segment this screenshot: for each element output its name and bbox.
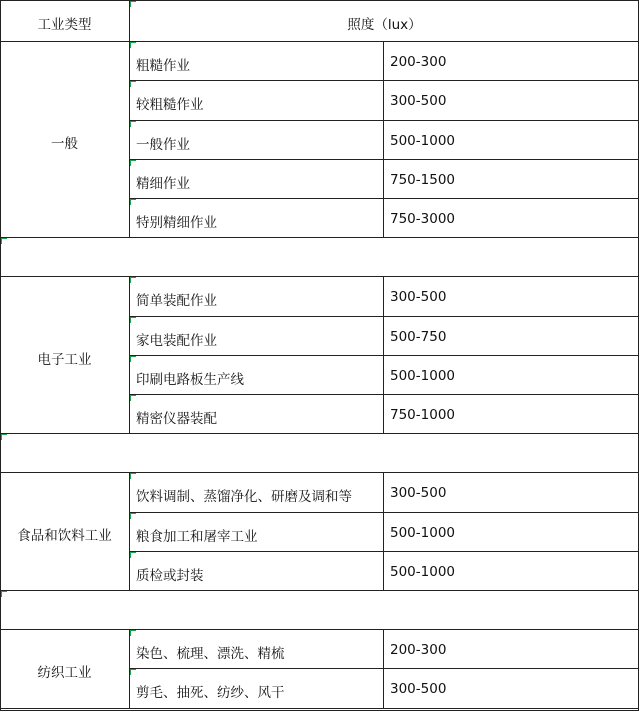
task-cell: 较粗糙作业 xyxy=(136,97,204,113)
grid-line xyxy=(0,629,638,630)
grid-line xyxy=(129,120,638,121)
cell-corner-marker xyxy=(130,395,136,401)
grid-line xyxy=(0,41,638,42)
cell-corner-marker xyxy=(1,238,7,244)
cell-corner-marker xyxy=(130,199,136,205)
lux-cell: 750-1500 xyxy=(390,172,455,188)
cell-corner-marker xyxy=(130,121,136,127)
group-name: 食品和饮料工业 xyxy=(17,528,112,544)
grid-line xyxy=(0,433,638,434)
header-illuminance: 照度（lux） xyxy=(347,17,422,33)
cell-corner-marker xyxy=(130,356,136,362)
grid-line xyxy=(129,512,638,513)
grid-line xyxy=(129,159,638,160)
grid-line xyxy=(0,276,638,277)
lux-cell: 750-3000 xyxy=(390,211,455,227)
task-cell: 染色、梳理、漂洗、精梳 xyxy=(136,646,285,662)
lux-cell: 300-500 xyxy=(390,681,447,697)
grid-line xyxy=(129,472,130,590)
task-cell: 精密仪器装配 xyxy=(136,411,217,427)
lux-cell: 300-500 xyxy=(390,93,447,109)
lux-cell: 500-1000 xyxy=(390,564,455,580)
group-name: 电子工业 xyxy=(37,352,92,368)
grid-line xyxy=(129,316,638,317)
cell-corner-marker xyxy=(130,513,136,519)
grid-line xyxy=(129,198,638,199)
cell-corner-marker xyxy=(130,473,136,479)
cell-corner-marker xyxy=(130,160,136,166)
grid-line xyxy=(129,394,638,395)
grid-line xyxy=(129,80,638,81)
group-name: 一般 xyxy=(51,136,78,152)
lux-cell: 300-500 xyxy=(390,485,447,501)
task-cell: 粗糙作业 xyxy=(136,58,190,74)
lux-cell: 500-750 xyxy=(390,329,447,345)
cell-corner-marker xyxy=(130,552,136,558)
grid-line xyxy=(0,237,638,238)
task-cell: 质检或封装 xyxy=(136,568,204,584)
header-industry-type: 工业类型 xyxy=(37,17,92,33)
task-cell: 简单装配作业 xyxy=(136,293,217,309)
lux-cell: 500-1000 xyxy=(390,368,455,384)
lux-cell: 300-500 xyxy=(390,289,447,305)
task-cell: 一般作业 xyxy=(136,137,190,153)
task-cell: 家电装配作业 xyxy=(136,333,217,349)
cell-corner-marker xyxy=(130,317,136,323)
cell-corner-marker xyxy=(130,669,136,675)
lux-cell: 500-1000 xyxy=(390,133,455,149)
cell-corner-marker xyxy=(130,630,136,636)
cell-corner-marker xyxy=(1,591,7,597)
grid-line xyxy=(129,355,638,356)
grid-line xyxy=(129,551,638,552)
lux-cell: 200-300 xyxy=(390,642,447,658)
cell-corner-marker xyxy=(130,1,136,7)
lux-cell: 200-300 xyxy=(390,54,447,70)
cell-corner-marker xyxy=(130,277,136,283)
cell-corner-marker xyxy=(130,42,136,48)
grid-line xyxy=(0,0,638,1)
task-cell: 饮料调制、蒸馏净化、研磨及调和等 xyxy=(136,489,352,505)
cell-corner-marker xyxy=(1,434,7,440)
grid-line xyxy=(129,41,130,237)
task-cell: 粮食加工和屠宰工业 xyxy=(136,529,258,545)
grid-line xyxy=(383,472,384,590)
lux-cell: 500-1000 xyxy=(390,525,455,541)
task-cell: 精细作业 xyxy=(136,176,190,192)
group-name: 纺织工业 xyxy=(37,665,92,681)
grid-line xyxy=(383,41,384,237)
lux-cell: 750-1000 xyxy=(390,407,455,423)
cell-corner-marker xyxy=(130,81,136,87)
grid-line xyxy=(0,708,638,709)
task-cell: 特别精细作业 xyxy=(136,215,217,231)
grid-line xyxy=(129,668,638,669)
task-cell: 印刷电路板生产线 xyxy=(136,372,244,388)
grid-line xyxy=(0,472,638,473)
task-cell: 剪毛、抽死、纺纱、风干 xyxy=(136,685,285,701)
grid-line xyxy=(0,590,638,591)
grid-line xyxy=(638,0,639,711)
